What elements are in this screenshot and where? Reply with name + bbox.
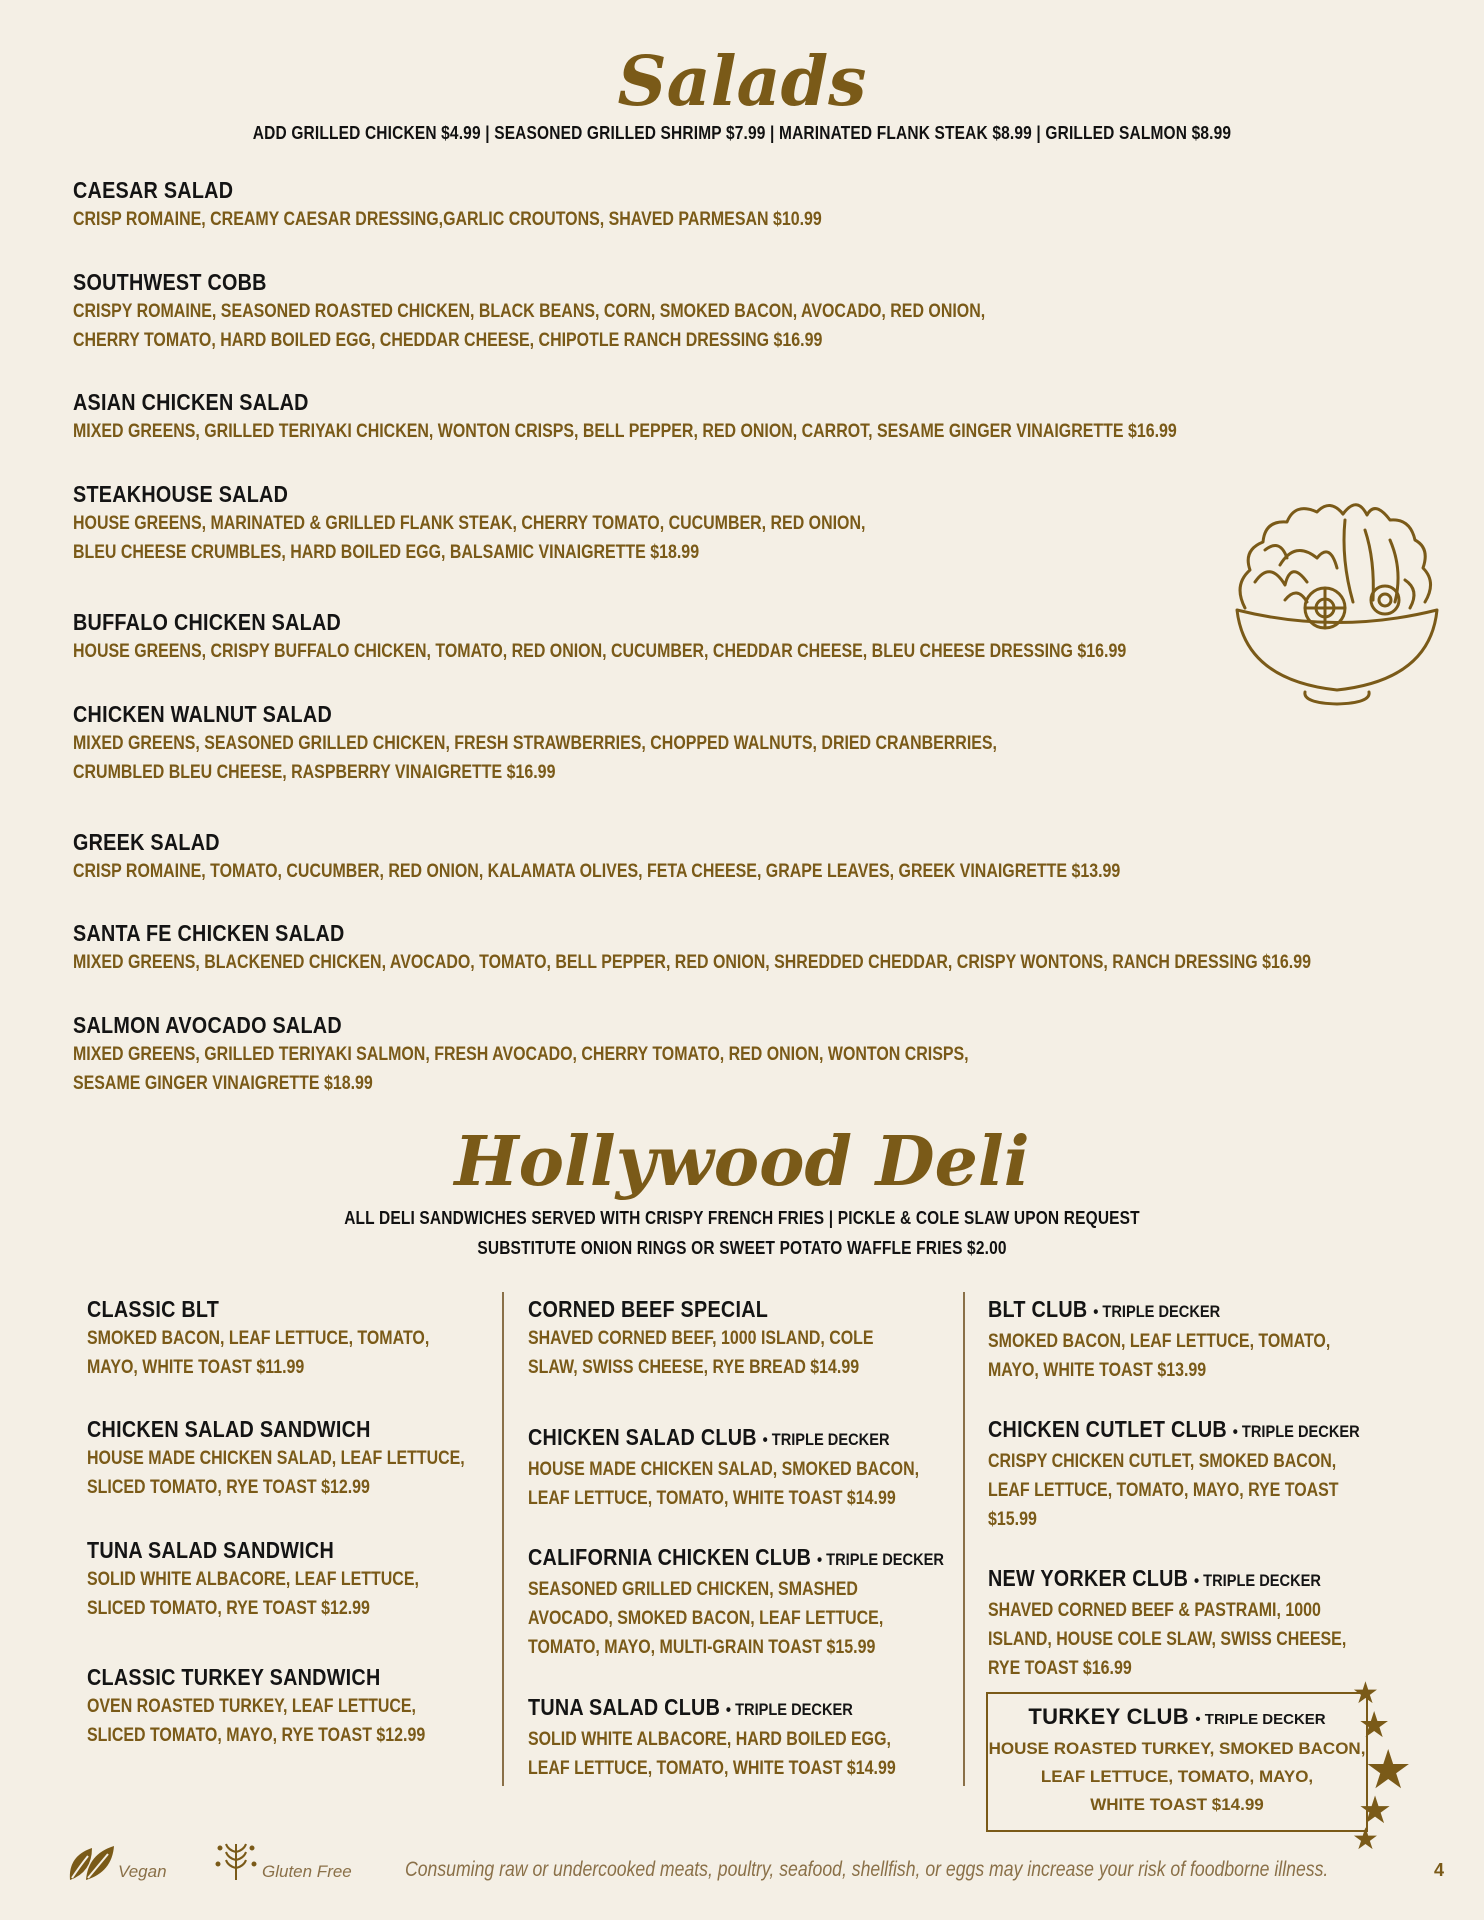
- item-desc: MIXED GREENS, GRILLED TERIYAKI CHICKEN, WONTON CRISPS, BELL PEPPER, RED ONION, CARROT, SESAME GINGER VINAIGRETTE $16.99: [73, 421, 1177, 442]
- item-desc: MAYO, WHITE TOAST $11.99: [87, 1357, 305, 1378]
- item-desc: TOMATO, MAYO, MULTI-GRAIN TOAST $15.99: [528, 1637, 876, 1658]
- deli-item-blt-club: [988, 1294, 1448, 1385]
- item-desc: HOUSE GREENS, CRISPY BUFFALO CHICKEN, TOMATO, RED ONION, CUCUMBER, CHEDDAR CHEESE, BLEU CHEESE DRESSING $16.99: [73, 641, 1127, 662]
- item-title: TURKEY CLUB: [1028, 1704, 1189, 1729]
- item-desc: WHITE TOAST $14.99: [1090, 1795, 1264, 1814]
- item-name: BUFFALO CHICKEN SALAD: [73, 609, 342, 635]
- item-desc: SLICED TOMATO, MAYO, RYE TOAST $12.99: [87, 1725, 426, 1746]
- item-desc: SLICED TOMATO, RYE TOAST $12.99: [87, 1477, 370, 1498]
- item-desc: HOUSE MADE CHICKEN SALAD, SMOKED BACON,: [528, 1459, 920, 1480]
- item-title: CALIFORNIA CHICKEN CLUB: [528, 1544, 812, 1570]
- deli-item-chicken-salad-club: [528, 1422, 988, 1513]
- salad-item-caesar: [73, 175, 1433, 234]
- deli-item-classic-blt: [87, 1294, 547, 1382]
- item-desc: LEAF LETTUCE, TOMATO, WHITE TOAST $14.99: [528, 1758, 896, 1779]
- item-title: NEW YORKER CLUB: [988, 1565, 1189, 1591]
- deli-item-tuna-salad-sandwich: [87, 1535, 547, 1623]
- item-desc: SOLID WHITE ALBACORE, LEAF LETTUCE,: [87, 1569, 419, 1590]
- item-desc: CRISPY CHICKEN CUTLET, SMOKED BACON,: [988, 1451, 1337, 1472]
- item-desc: $15.99: [988, 1509, 1037, 1530]
- item-desc: SHAVED CORNED BEEF, 1000 ISLAND, COLE: [528, 1328, 874, 1349]
- triple-decker-tag: • TRIPLE DECKER: [725, 1700, 853, 1719]
- deli-item-chicken-salad-sandwich: [87, 1414, 547, 1502]
- deli-title: Hollywood Deli: [454, 1122, 1030, 1202]
- item-name: GREEK SALAD: [73, 829, 220, 855]
- deli-item-chicken-cutlet-club: [988, 1414, 1448, 1534]
- item-name: CLASSIC TURKEY SANDWICH: [87, 1664, 381, 1690]
- item-desc: MIXED GREENS, BLACKENED CHICKEN, AVOCADO, TOMATO, BELL PEPPER, RED ONION, SHREDDED CHEDDAR, CRISPY WONTONS, RANCH DRESSING $16.99: [73, 952, 1311, 973]
- item-desc: CRISPY ROMAINE, SEASONED ROASTED CHICKEN, BLACK BEANS, CORN, SMOKED BACON, AVOCADO, RED ONION,: [73, 301, 986, 322]
- item-name: SOUTHWEST COBB: [73, 269, 267, 295]
- item-name: CHICKEN SALAD SANDWICH: [87, 1416, 371, 1442]
- item-name: ASIAN CHICKEN SALAD: [73, 389, 309, 415]
- salad-item-santa-fe: [73, 918, 1433, 977]
- item-desc: ISLAND, HOUSE COLE SLAW, SWISS CHEESE,: [988, 1629, 1347, 1650]
- triple-decker-tag: • TRIPLE DECKER: [1193, 1571, 1321, 1590]
- wheat-icon: [214, 1838, 258, 1882]
- item-desc: CRISP ROMAINE, CREAMY CAESAR DRESSING,GARLIC CROUTONS, SHAVED PARMESAN $10.99: [73, 209, 822, 230]
- item-desc: LEAF LETTUCE, TOMATO, MAYO,: [1040, 1767, 1314, 1786]
- triple-decker-tag: • TRIPLE DECKER: [1232, 1422, 1360, 1441]
- item-desc: HOUSE ROASTED TURKEY, SMOKED BACON,: [988, 1739, 1366, 1758]
- item-desc: SMOKED BACON, LEAF LETTUCE, TOMATO,: [87, 1328, 430, 1349]
- item-name: CORNED BEEF SPECIAL: [528, 1296, 769, 1322]
- item-desc: SHAVED CORNED BEEF & PASTRAMI, 1000: [988, 1600, 1321, 1621]
- salad-item-salmon-avocado: [73, 1010, 1433, 1098]
- item-desc: CRISP ROMAINE, TOMATO, CUCUMBER, RED ONION, KALAMATA OLIVES, FETA CHEESE, GRAPE LEAVES, GREEK VINAIGRETTE $13.99: [73, 861, 1121, 882]
- item-desc: MAYO, WHITE TOAST $13.99: [988, 1360, 1207, 1381]
- page-number: 4: [1434, 1860, 1445, 1880]
- salads-title: Salads: [617, 42, 867, 122]
- item-name: [528, 1542, 944, 1575]
- item-name: STEAKHOUSE SALAD: [73, 481, 289, 507]
- item-title: CHICKEN SALAD CLUB: [528, 1424, 757, 1450]
- item-desc: RYE TOAST $16.99: [988, 1658, 1132, 1679]
- featured-turkey-club: [986, 1692, 1368, 1832]
- foodborne-disclaimer: Consuming raw or undercooked meats, poultry, seafood, shellfish, or eggs may increase your risk of foodborne illness.: [405, 1858, 1329, 1881]
- leaf-icon: [66, 1842, 118, 1882]
- deli-note-1: ALL DELI SANDWICHES SERVED WITH CRISPY FRENCH FRIES | PICKLE & COLE SLAW UPON REQUEST: [344, 1208, 1140, 1228]
- star-icon: ★: [1364, 1740, 1413, 1800]
- triple-decker-tag: • TRIPLE DECKER: [816, 1550, 944, 1569]
- item-name: TUNA SALAD SANDWICH: [87, 1537, 335, 1563]
- item-name: [988, 1414, 1384, 1447]
- item-desc: SOLID WHITE ALBACORE, HARD BOILED EGG,: [528, 1729, 891, 1750]
- triple-decker-tag: • TRIPLE DECKER: [1093, 1302, 1221, 1321]
- item-desc: LEAF LETTUCE, TOMATO, WHITE TOAST $14.99: [528, 1488, 896, 1509]
- item-desc: MIXED GREENS, GRILLED TERIYAKI SALMON, FRESH AVOCADO, CHERRY TOMATO, RED ONION, WONTON CRISPS,: [73, 1044, 969, 1065]
- deli-item-classic-turkey-sandwich: [87, 1662, 547, 1750]
- item-title: BLT CLUB: [988, 1296, 1088, 1322]
- item-name: SALMON AVOCADO SALAD: [73, 1012, 342, 1038]
- item-desc: OVEN ROASTED TURKEY, LEAF LETTUCE,: [87, 1696, 416, 1717]
- star-icon: ★: [1352, 1823, 1379, 1856]
- salad-item-asian-chicken: [73, 387, 1433, 446]
- item-desc: SEASONED GRILLED CHICKEN, SMASHED: [528, 1579, 858, 1600]
- item-desc: SLICED TOMATO, RYE TOAST $12.99: [87, 1598, 370, 1619]
- item-name: SANTA FE CHICKEN SALAD: [73, 920, 345, 946]
- item-title: TUNA SALAD CLUB: [528, 1694, 721, 1720]
- item-desc: SMOKED BACON, LEAF LETTUCE, TOMATO,: [988, 1331, 1331, 1352]
- item-desc: SLAW, SWISS CHEESE, RYE BREAD $14.99: [528, 1357, 860, 1378]
- item-name: CAESAR SALAD: [73, 177, 234, 203]
- deli-item-tuna-salad-club: [528, 1692, 988, 1783]
- gluten-free-label: Gluten Free: [262, 1862, 352, 1881]
- item-desc: HOUSE MADE CHICKEN SALAD, LEAF LETTUCE,: [87, 1448, 465, 1469]
- item-desc: HOUSE GREENS, MARINATED & GRILLED FLANK STEAK, CHERRY TOMATO, CUCUMBER, RED ONION,: [73, 513, 866, 534]
- item-desc: LEAF LETTUCE, TOMATO, MAYO, RYE TOAST: [988, 1480, 1339, 1501]
- triple-decker-tag: • TRIPLE DECKER: [1195, 1711, 1326, 1728]
- salad-item-southwest-cobb: [73, 267, 1433, 355]
- deli-item-new-yorker-club: [988, 1563, 1448, 1683]
- salads-addons: ADD GRILLED CHICKEN $4.99 | SEASONED GRILLED SHRIMP $7.99 | MARINATED FLANK STEAK $8.99 | GRILLED SALMON $8.99: [252, 123, 1232, 143]
- item-name: [988, 1563, 1384, 1596]
- item-desc: BLEU CHEESE CRUMBLES, HARD BOILED EGG, BALSAMIC VINAIGRETTE $18.99: [73, 542, 700, 563]
- salad-bowl-icon: [1225, 490, 1450, 715]
- item-desc: CRUMBLED BLEU CHEESE, RASPBERRY VINAIGRETTE $16.99: [73, 762, 556, 783]
- item-desc: SESAME GINGER VINAIGRETTE $18.99: [73, 1073, 373, 1094]
- item-desc: MIXED GREENS, SEASONED GRILLED CHICKEN, FRESH STRAWBERRIES, CHOPPED WALNUTS, DRIED CRANBERRIES,: [73, 733, 997, 754]
- vegan-label: Vegan: [118, 1862, 167, 1881]
- star-icon: ★: [1358, 1704, 1391, 1745]
- item-name: [528, 1422, 924, 1455]
- deli-note-2: SUBSTITUTE ONION RINGS OR SWEET POTATO WAFFLE FRIES $2.00: [477, 1238, 1007, 1258]
- deli-item-corned-beef-special: [528, 1294, 988, 1382]
- item-desc: AVOCADO, SMOKED BACON, LEAF LETTUCE,: [528, 1608, 884, 1629]
- item-name: [988, 1702, 1366, 1735]
- triple-decker-tag: • TRIPLE DECKER: [762, 1430, 890, 1449]
- salad-item-greek: [73, 827, 1433, 886]
- star-icon: ★: [1358, 1790, 1393, 1832]
- item-name: [528, 1692, 924, 1725]
- item-name: [988, 1294, 1384, 1327]
- item-desc: CHERRY TOMATO, HARD BOILED EGG, CHEDDAR CHEESE, CHIPOTLE RANCH DRESSING $16.99: [73, 330, 823, 351]
- item-title: CHICKEN CUTLET CLUB: [988, 1416, 1227, 1442]
- item-name: CHICKEN WALNUT SALAD: [73, 701, 332, 727]
- item-name: CLASSIC BLT: [87, 1296, 220, 1322]
- deli-item-california-chicken-club: [528, 1542, 988, 1662]
- star-icon: ★: [1352, 1677, 1379, 1710]
